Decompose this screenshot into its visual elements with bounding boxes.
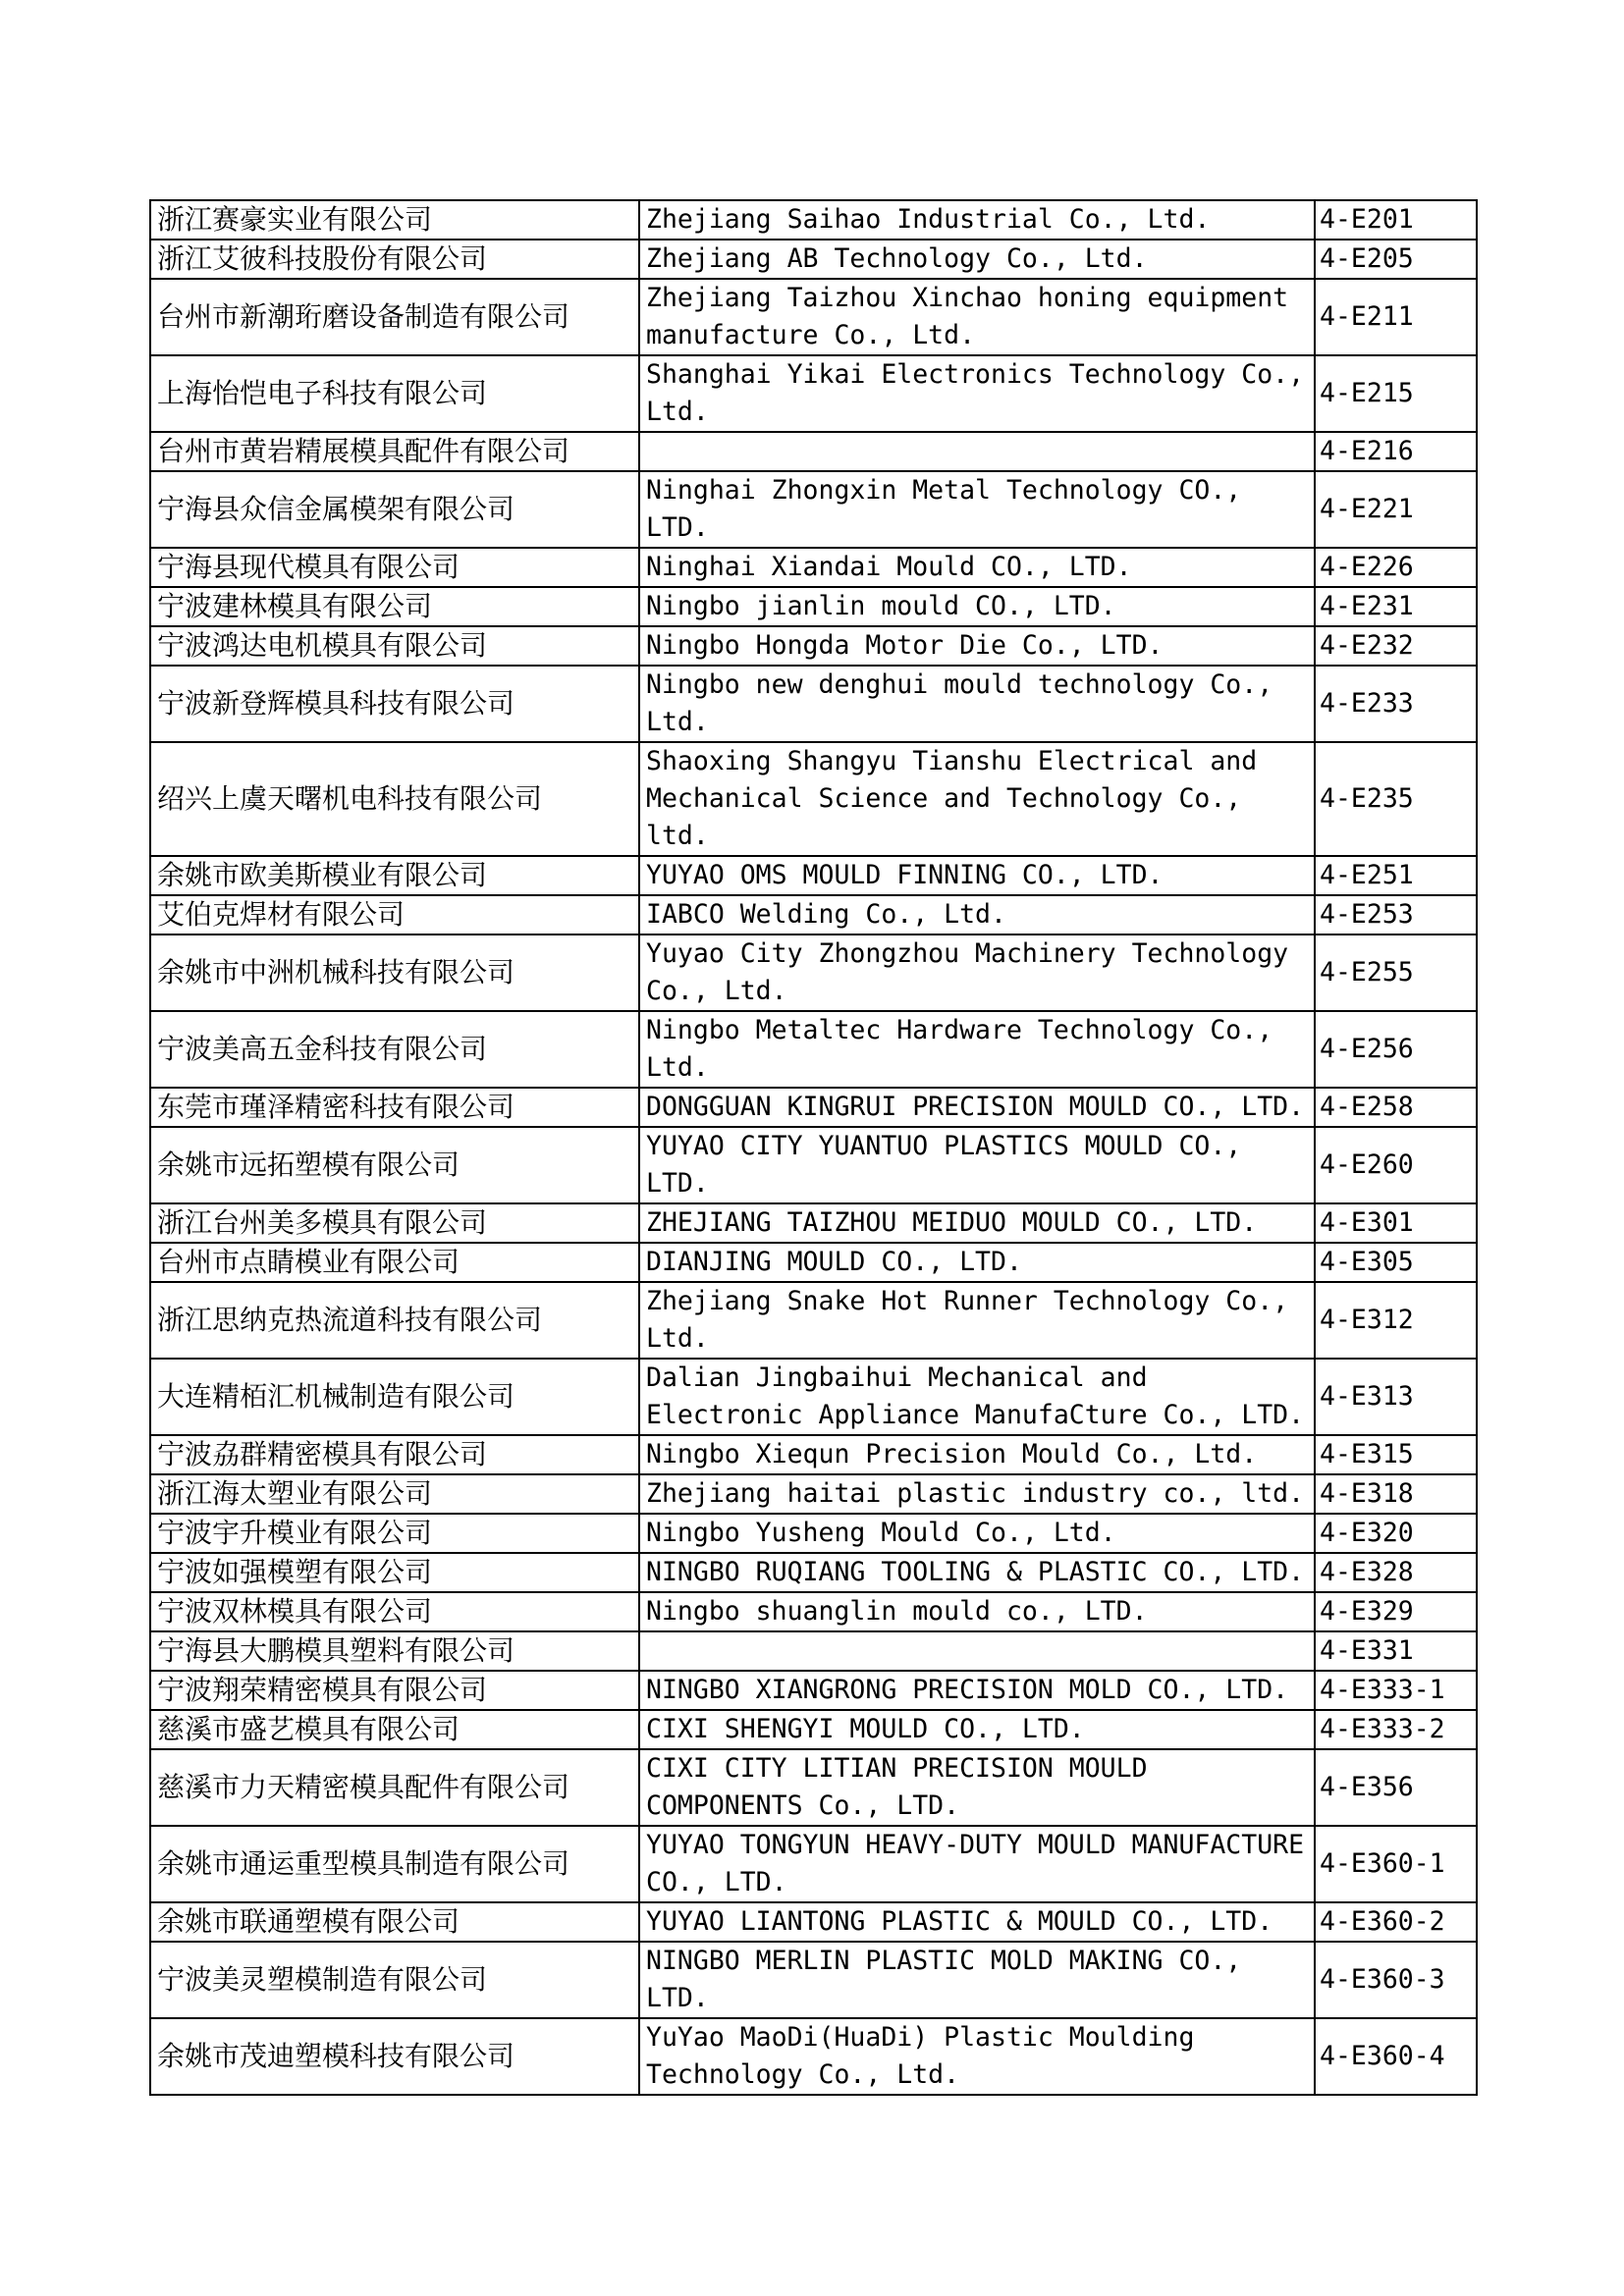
company-name-english: Ninghai Xiandai Mould CO., LTD. [639,548,1315,587]
company-name-chinese: 宁波翔荣精密模具有限公司 [150,1671,639,1710]
table-row [150,1435,1477,1474]
booth-number: 4-E211 [1315,279,1477,355]
booth-number: 4-E216 [1315,432,1477,471]
company-name-chinese: 余姚市远拓塑模有限公司 [150,1127,639,1203]
company-name-chinese: 上海怡恺电子科技有限公司 [150,355,639,432]
table-row [150,1359,1477,1435]
table-row [150,1942,1477,2018]
company-name-chinese: 艾伯克焊材有限公司 [150,895,639,934]
company-name-english: DIANJING MOULD CO., LTD. [639,1243,1315,1282]
company-name-chinese: 宁波如强模塑有限公司 [150,1553,639,1592]
table-row [150,432,1477,471]
company-name-english: Ningbo jianlin mould CO., LTD. [639,587,1315,626]
company-name-english: Zhejiang AB Technology Co., Ltd. [639,240,1315,279]
exhibitor-table-body [150,200,1477,2095]
company-name-chinese: 浙江海太塑业有限公司 [150,1474,639,1514]
table-row [150,856,1477,895]
company-name-english: Ningbo new denghui mould technology Co., Ltd. [639,666,1315,742]
company-name-english: Zhejiang Snake Hot Runner Technology Co., Ltd. [639,1282,1315,1359]
company-name-chinese: 东莞市瑾泽精密科技有限公司 [150,1088,639,1127]
booth-number: 4-E251 [1315,856,1477,895]
booth-number: 4-E256 [1315,1011,1477,1088]
booth-number: 4-E320 [1315,1514,1477,1553]
booth-number: 4-E305 [1315,1243,1477,1282]
company-name-chinese: 宁海县现代模具有限公司 [150,548,639,587]
company-name-chinese: 宁海县众信金属模架有限公司 [150,471,639,548]
table-row [150,587,1477,626]
table-row [150,240,1477,279]
company-name-chinese: 宁波劦群精密模具有限公司 [150,1435,639,1474]
table-row [150,1671,1477,1710]
table-row [150,1902,1477,1942]
company-name-chinese: 浙江思纳克热流道科技有限公司 [150,1282,639,1359]
company-name-english: CIXI SHENGYI MOULD CO., LTD. [639,1710,1315,1749]
table-row [150,1243,1477,1282]
company-name-english: NINGBO XIANGRONG PRECISION MOLD CO., LTD. [639,1671,1315,1710]
company-name-chinese: 余姚市茂迪塑模科技有限公司 [150,2018,639,2095]
company-name-english: Ningbo Metaltec Hardware Technology Co., Ltd. [639,1011,1315,1088]
company-name-chinese: 台州市新潮珩磨设备制造有限公司 [150,279,639,355]
company-name-chinese: 余姚市中洲机械科技有限公司 [150,934,639,1011]
booth-number: 4-E215 [1315,355,1477,432]
booth-number: 4-E221 [1315,471,1477,548]
company-name-english: CIXI CITY LITIAN PRECISION MOULD COMPONENTS Co., LTD. [639,1749,1315,1826]
booth-number: 4-E232 [1315,626,1477,666]
booth-number: 4-E260 [1315,1127,1477,1203]
table-row [150,355,1477,432]
company-name-english: Ningbo Yusheng Mould Co., Ltd. [639,1514,1315,1553]
booth-number: 4-E253 [1315,895,1477,934]
company-name-english: YUYAO LIANTONG PLASTIC & MOULD CO., LTD. [639,1902,1315,1942]
table-row [150,1749,1477,1826]
company-name-chinese: 宁波美高五金科技有限公司 [150,1011,639,1088]
table-row [150,1710,1477,1749]
table-row [150,2018,1477,2095]
booth-number: 4-E333-1 [1315,1671,1477,1710]
booth-number: 4-E233 [1315,666,1477,742]
company-name-english: Yuyao City Zhongzhou Machinery Technology Co., Ltd. [639,934,1315,1011]
booth-number: 4-E315 [1315,1435,1477,1474]
table-row [150,200,1477,240]
company-name-chinese: 台州市点睛模业有限公司 [150,1243,639,1282]
booth-number: 4-E231 [1315,587,1477,626]
booth-number: 4-E313 [1315,1359,1477,1435]
company-name-chinese: 浙江台州美多模具有限公司 [150,1203,639,1243]
table-row [150,279,1477,355]
company-name-english: Dalian Jingbaihui Mechanical and Electronic Appliance ManufaCture Co., LTD. [639,1359,1315,1435]
company-name-chinese: 大连精栢汇机械制造有限公司 [150,1359,639,1435]
booth-number: 4-E356 [1315,1749,1477,1826]
company-name-english: Zhejiang Saihao Industrial Co., Ltd. [639,200,1315,240]
booth-number: 4-E318 [1315,1474,1477,1514]
booth-number: 4-E258 [1315,1088,1477,1127]
table-row [150,1088,1477,1127]
exhibitor-table [149,199,1478,2096]
company-name-chinese: 慈溪市力天精密模具配件有限公司 [150,1749,639,1826]
table-row [150,1592,1477,1631]
company-name-chinese: 宁海县大鹏模具塑料有限公司 [150,1631,639,1671]
booth-number: 4-E201 [1315,200,1477,240]
company-name-english: Ninghai Zhongxin Metal Technology CO., LTD. [639,471,1315,548]
company-name-chinese: 宁波双林模具有限公司 [150,1592,639,1631]
company-name-english: Zhejiang haitai plastic industry co., ltd. [639,1474,1315,1514]
table-row [150,666,1477,742]
company-name-english: ZHEJIANG TAIZHOU MEIDUO MOULD CO., LTD. [639,1203,1315,1243]
company-name-english: YuYao MaoDi(HuaDi) Plastic Moulding Technology Co., Ltd. [639,2018,1315,2095]
company-name-english: YUYAO TONGYUN HEAVY-DUTY MOULD MANUFACTURE CO., LTD. [639,1826,1315,1902]
table-row [150,471,1477,548]
booth-number: 4-E235 [1315,742,1477,856]
table-row [150,626,1477,666]
booth-number: 4-E331 [1315,1631,1477,1671]
company-name-english: Shaoxing Shangyu Tianshu Electrical and Mechanical Science and Technology Co., ltd. [639,742,1315,856]
booth-number: 4-E360-4 [1315,2018,1477,2095]
company-name-english: NINGBO RUQIANG TOOLING & PLASTIC CO., LTD. [639,1553,1315,1592]
company-name-english: Shanghai Yikai Electronics Technology Co., Ltd. [639,355,1315,432]
company-name-chinese: 绍兴上虞天曙机电科技有限公司 [150,742,639,856]
table-row [150,1631,1477,1671]
table-row [150,742,1477,856]
company-name-chinese: 宁波宇升模业有限公司 [150,1514,639,1553]
company-name-chinese: 台州市黄岩精展模具配件有限公司 [150,432,639,471]
company-name-chinese: 余姚市联通塑模有限公司 [150,1902,639,1942]
booth-number: 4-E329 [1315,1592,1477,1631]
table-row [150,1282,1477,1359]
booth-number: 4-E360-1 [1315,1826,1477,1902]
company-name-english: IABCO Welding Co., Ltd. [639,895,1315,934]
booth-number: 4-E333-2 [1315,1710,1477,1749]
company-name-english: Zhejiang Taizhou Xinchao honing equipment manufacture Co., Ltd. [639,279,1315,355]
company-name-english: Ningbo shuanglin mould co., LTD. [639,1592,1315,1631]
booth-number: 4-E205 [1315,240,1477,279]
table-row [150,548,1477,587]
company-name-chinese: 宁波建林模具有限公司 [150,587,639,626]
company-name-english: Ningbo Hongda Motor Die Co., LTD. [639,626,1315,666]
company-name-english: YUYAO CITY YUANTUO PLASTICS MOULD CO., LTD. [639,1127,1315,1203]
company-name-chinese: 余姚市通运重型模具制造有限公司 [150,1826,639,1902]
company-name-english: YUYAO OMS MOULD FINNING CO., LTD. [639,856,1315,895]
company-name-english: DONGGUAN KINGRUI PRECISION MOULD CO., LTD. [639,1088,1315,1127]
company-name-chinese: 慈溪市盛艺模具有限公司 [150,1710,639,1749]
table-row [150,934,1477,1011]
table-row [150,1514,1477,1553]
company-name-chinese: 浙江艾彼科技股份有限公司 [150,240,639,279]
table-row [150,1127,1477,1203]
company-name-chinese: 余姚市欧美斯模业有限公司 [150,856,639,895]
booth-number: 4-E360-3 [1315,1942,1477,2018]
table-row [150,1011,1477,1088]
company-name-english: Ningbo Xiequn Precision Mould Co., Ltd. [639,1435,1315,1474]
booth-number: 4-E328 [1315,1553,1477,1592]
table-row [150,1553,1477,1592]
table-row [150,1474,1477,1514]
booth-number: 4-E301 [1315,1203,1477,1243]
company-name-chinese: 宁波新登辉模具科技有限公司 [150,666,639,742]
booth-number: 4-E226 [1315,548,1477,587]
company-name-english [639,432,1315,471]
company-name-english: NINGBO MERLIN PLASTIC MOLD MAKING CO., LTD. [639,1942,1315,2018]
booth-number: 4-E255 [1315,934,1477,1011]
company-name-chinese: 宁波美灵塑模制造有限公司 [150,1942,639,2018]
company-name-english [639,1631,1315,1671]
company-name-chinese: 宁波鸿达电机模具有限公司 [150,626,639,666]
table-row [150,1203,1477,1243]
company-name-chinese: 浙江赛豪实业有限公司 [150,200,639,240]
booth-number: 4-E312 [1315,1282,1477,1359]
table-row [150,1826,1477,1902]
booth-number: 4-E360-2 [1315,1902,1477,1942]
table-row [150,895,1477,934]
